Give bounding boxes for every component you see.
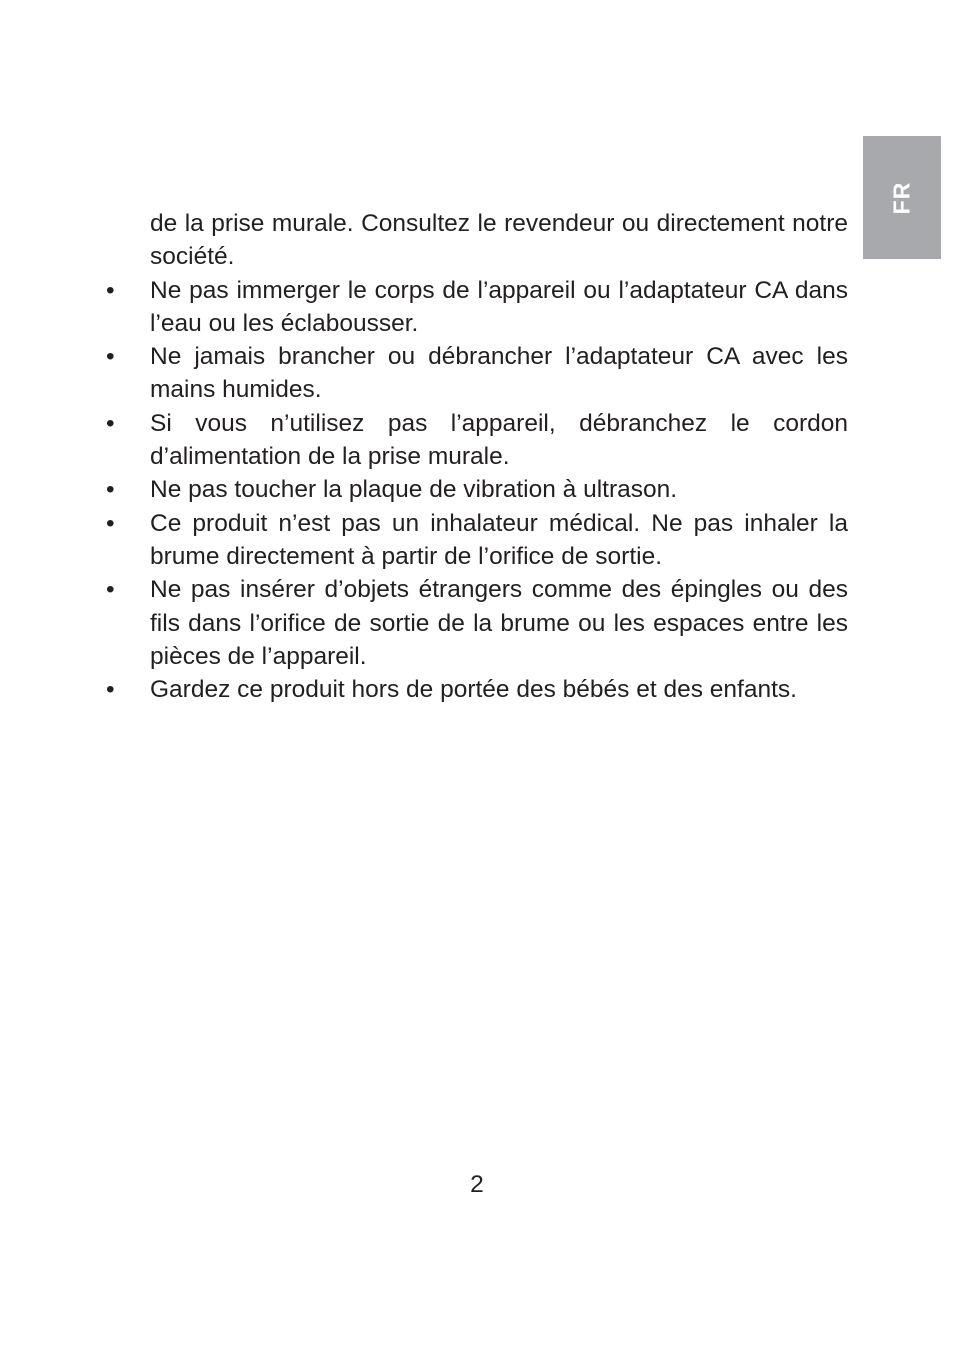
language-tab-label: FR	[888, 181, 915, 215]
list-item	[106, 573, 848, 673]
language-tab	[863, 136, 941, 259]
page-number: 2	[470, 1171, 484, 1198]
list-item-text: Ne jamais brancher ou débrancher l’adaptateur CA avec les mains humides.	[150, 343, 848, 404]
list-item	[106, 407, 848, 474]
list-item	[106, 673, 848, 706]
list-item	[106, 473, 848, 506]
bullet-icon: •	[106, 476, 115, 504]
list-item-text: Gardez ce produit hors de portée des bébés et des enfants.	[150, 676, 797, 704]
safety-bullet-list	[106, 274, 848, 707]
list-item-text: Ne pas toucher la plaque de vibration à ultrason.	[150, 476, 678, 504]
list-item	[106, 274, 848, 341]
list-item-text: Si vous n’utilisez pas l’appareil, débranchez le cordon d’alimentation de la prise murale.	[150, 409, 848, 471]
list-item-text: Ne pas insérer d’objets étrangers comme des épingles ou des fils dans l’orifice de sortie de la brume ou les espaces entre les pièces de l’appareil.	[150, 576, 848, 670]
page-content	[106, 207, 848, 706]
list-item-text: Ce produit n’est pas un inhalateur médical. Ne pas inhaler la brume directement à partir de l’orifice de sortie.	[150, 509, 848, 570]
bullet-icon: •	[106, 409, 115, 437]
continuation-paragraph: de la prise murale. Consultez le revendeur ou directement notre société.	[150, 210, 848, 271]
bullet-icon: •	[106, 576, 115, 604]
bullet-icon: •	[106, 509, 115, 537]
list-item	[106, 507, 848, 574]
bullet-icon: •	[106, 676, 115, 704]
list-item-text: Ne pas immerger le corps de l’appareil ou l’adaptateur CA dans l’eau ou les éclabousser.	[150, 276, 848, 337]
bullet-icon: •	[106, 343, 115, 371]
bullet-icon: •	[106, 276, 115, 304]
list-item	[106, 340, 848, 407]
